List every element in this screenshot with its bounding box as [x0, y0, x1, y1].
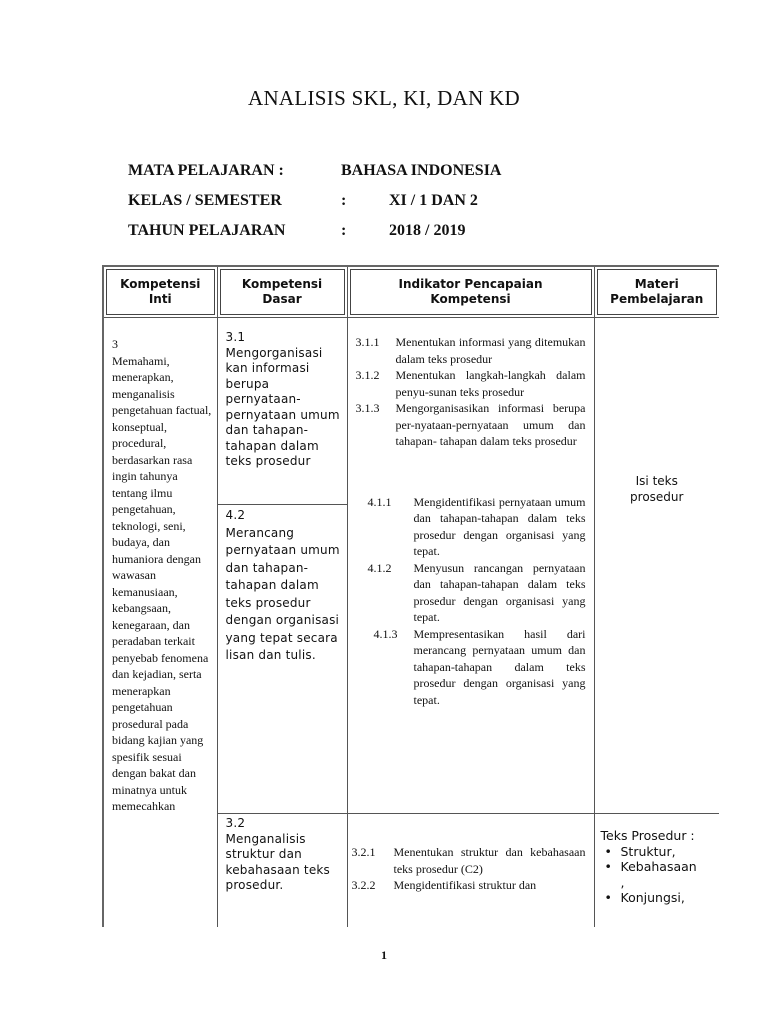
list-item: 3.1.2 Menentukan langkah-langkah dalam penyu-sunan teks prosedur	[355, 368, 586, 399]
indikator-list-4	[356, 494, 586, 709]
materi-cell-1	[594, 318, 719, 814]
meta-mapel-value: BAHASA INDONESIA	[341, 162, 502, 179]
kd-cell	[217, 318, 347, 814]
table-row	[103, 318, 719, 814]
indikator-list-3-1	[356, 334, 586, 450]
meta-mapel-label: MATA PELAJARAN :	[128, 162, 284, 179]
list-item: 3.1.1 Menentukan informasi yang ditemukan dalam teks prosedur	[355, 335, 586, 366]
list-item: 4.1.3 Mempresentasikan hasil dari merancang pernyataan umum dan tahapan-tahapan dalam teks prosedur dengan organisasi yang tepat.	[373, 626, 586, 707]
meta-tahun-colon: :	[341, 222, 347, 239]
header-materi: Materi Pembelajaran	[597, 269, 718, 315]
materi-isi-teks: Isi teks prosedur	[630, 474, 684, 504]
list-item: 3.2.2 Mengidentifikasi struktur dan	[351, 878, 537, 892]
bullet-icon: •	[604, 890, 612, 905]
analysis-table	[102, 265, 719, 927]
materi-bullet-list	[601, 844, 716, 906]
header-kompetensi-inti: Kompetensi Inti	[106, 269, 215, 315]
meta-kelas-colon: :	[341, 192, 347, 209]
list-item: 3.1.3 Mengorganisasikan informasi berupa per-nyataan-pernyataan umum dan tahapan- tahapan dalam teks prosedur	[355, 401, 586, 448]
indikator-list-3-2	[352, 844, 586, 894]
ki-text: 3 Memahami, menerapkan, menganalisis pengetahuan factual, konseptual, procedural, berdasarkan rasa ingin tahunya tentang ilmu pengetahuan, teknologi, seni, budaya, dan humaniora dengan wawasan kemanusiaan, kebangsaan, kenegaraan, dan peradaban terkait penyebab fenomena dan kejadian, serta menerapkan pengetahuan prosedural pada bidang kajian yang spesifik sesuai dengan bakat dan minatnya untuk memecahkan	[112, 337, 212, 813]
list-item: 3.2.1 Menentukan struktur dan kebahasaan teks prosedur (C2)	[351, 845, 586, 876]
list-item: • Kebahasaan ,	[601, 859, 716, 890]
bullet-icon: •	[604, 843, 612, 859]
document-title: ANALISIS SKL, KI, DAN KD	[247, 86, 521, 110]
meta-tahun-value: 2018 / 2019	[389, 222, 466, 239]
bullet-icon: •	[604, 859, 612, 874]
ki-cell	[103, 318, 217, 928]
header-kompetensi-dasar: Kompetensi Dasar	[220, 269, 345, 315]
list-item: • Struktur,	[601, 844, 716, 860]
meta-tahun-label: TAHUN PELAJARAN	[128, 222, 286, 239]
kd-4-2: 4.2 Merancang pernyataan umum dan tahapan-tahapan dalam teks prosedur dengan organisasi yang tepat secara lisan dan tulis.	[225, 508, 340, 662]
list-item: • Konjungsi,	[601, 890, 716, 906]
table-header-row	[103, 266, 719, 318]
meta-kelas-value: XI / 1 DAN 2	[389, 192, 478, 209]
analysis-table-container	[102, 265, 719, 927]
materi-cell-2	[594, 814, 719, 928]
kd-3-1: 3.1 Mengorganisasi kan informasi berupa pernyataan-pernyataan umum dan tahapan-tahapan dalam teks prosedur	[218, 318, 347, 505]
meta-kelas-label: KELAS / SEMESTER	[128, 192, 282, 209]
indikator-cell-3-2	[347, 814, 594, 928]
list-item: 4.1.2 Menyusun rancangan pernyataan dan tahapan-tahapan dalam teks prosedur dengan organisasi yang tepat.	[367, 560, 586, 624]
list-item: 4.1.1 Mengidentifikasi pernyataan umum dan tahapan-tahapan dalam teks prosedur dengan organisasi yang tepat.	[367, 494, 586, 558]
page-number: 1	[381, 948, 387, 962]
kd-3-2: 3.2 Menganalisis struktur dan kebahasaan teks prosedur.	[217, 814, 347, 928]
indikator-cell	[347, 318, 594, 814]
materi-teks-prosedur-title: Teks Prosedur :	[600, 828, 695, 843]
header-indikator: Indikator Pencapaian Kompetensi	[350, 269, 592, 315]
